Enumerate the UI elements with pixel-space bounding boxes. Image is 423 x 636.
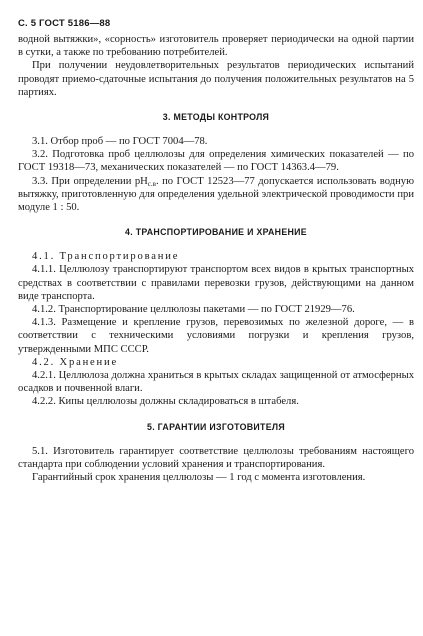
paragraph-3-3-start: 3.3. При определении pH <box>32 175 148 187</box>
subsection-4-2-title: 4.2. Хранение <box>32 356 119 368</box>
paragraph-4-1-2: 4.1.2. Транспортирование целлюлозы пакетами — по ГОСТ 21929—76. <box>32 304 355 316</box>
section-4-title: 4. ТРАНСПОРТИРОВАНИЕ И ХРАНЕНИЕ <box>125 227 307 238</box>
paragraph-3-3 <box>18 175 414 215</box>
subsection-4-1-title: 4.1. Транспортирование <box>32 251 180 263</box>
paragraph-3-2: 3.2. Подготовка проб целлюлозы для определения химических показателей — по ГОСТ 19318—73, механических показателей — по ГОСТ 14363.4—79. <box>18 149 414 174</box>
intro-paragraph-2: При получении неудовлетворительных результатов периодических испытаний проводят приемо-сдаточные испытания до получения положительных результатов на 5 партиях. <box>18 60 414 98</box>
paragraph-4-2-2: 4.2.2. Кипы целлюлозы должны складироваться в штабеля. <box>32 396 299 408</box>
paragraph-4-1-1: 4.1.1. Целлюлозу транспортируют транспортом всех видов в крытых транспортных средствах в соответствии с правилами перевозки грузов, действующими на данном виде транспорта. <box>18 264 414 302</box>
paragraph-5-1: 5.1. Изготовитель гарантирует соответствие целлюлозы требованиям настоящего стандарта при соблюдении условий хранения и транспортирования. <box>18 445 414 470</box>
paragraph-4-2-1: 4.2.1. Целлюлоза должна храниться в крытых складах защищенной от атмосферных осадков и почвенной влаги. <box>18 370 414 395</box>
paragraph-5-2: Гарантийный срок хранения целлюлозы — 1 год с момента изготовления. <box>32 472 366 484</box>
document-page <box>18 18 414 484</box>
paragraph-3-1: 3.1. Отбор проб — по ГОСТ 7004—78. <box>32 136 208 148</box>
ph-subscript: с.в <box>147 179 156 188</box>
paragraph-3-3-end: . по ГОСТ 12523—77 допускается использовать водную вытяжку, приготовленную для определения удельной электрической проводимости при модуле 1 : 50. <box>18 175 414 214</box>
section-5-title: 5. ГАРАНТИИ ИЗГОТОВИТЕЛЯ <box>147 421 285 432</box>
page-header: С. 5 ГОСТ 5186—88 <box>18 18 111 29</box>
intro-paragraph-1: водной вытяжки», «сорность» изготовитель проверяет периодически на одной партии в сутки, а также по требованию потребителей. <box>18 34 414 59</box>
paragraph-4-1-3: 4.1.3. Размещение и крепление грузов, перевозимых по железной дороге, — в соответствии с техническими условиями погрузки и крепления грузов, утвержденными МПС СССР. <box>18 317 414 355</box>
section-3-title: 3. МЕТОДЫ КОНТРОЛЯ <box>162 112 270 123</box>
